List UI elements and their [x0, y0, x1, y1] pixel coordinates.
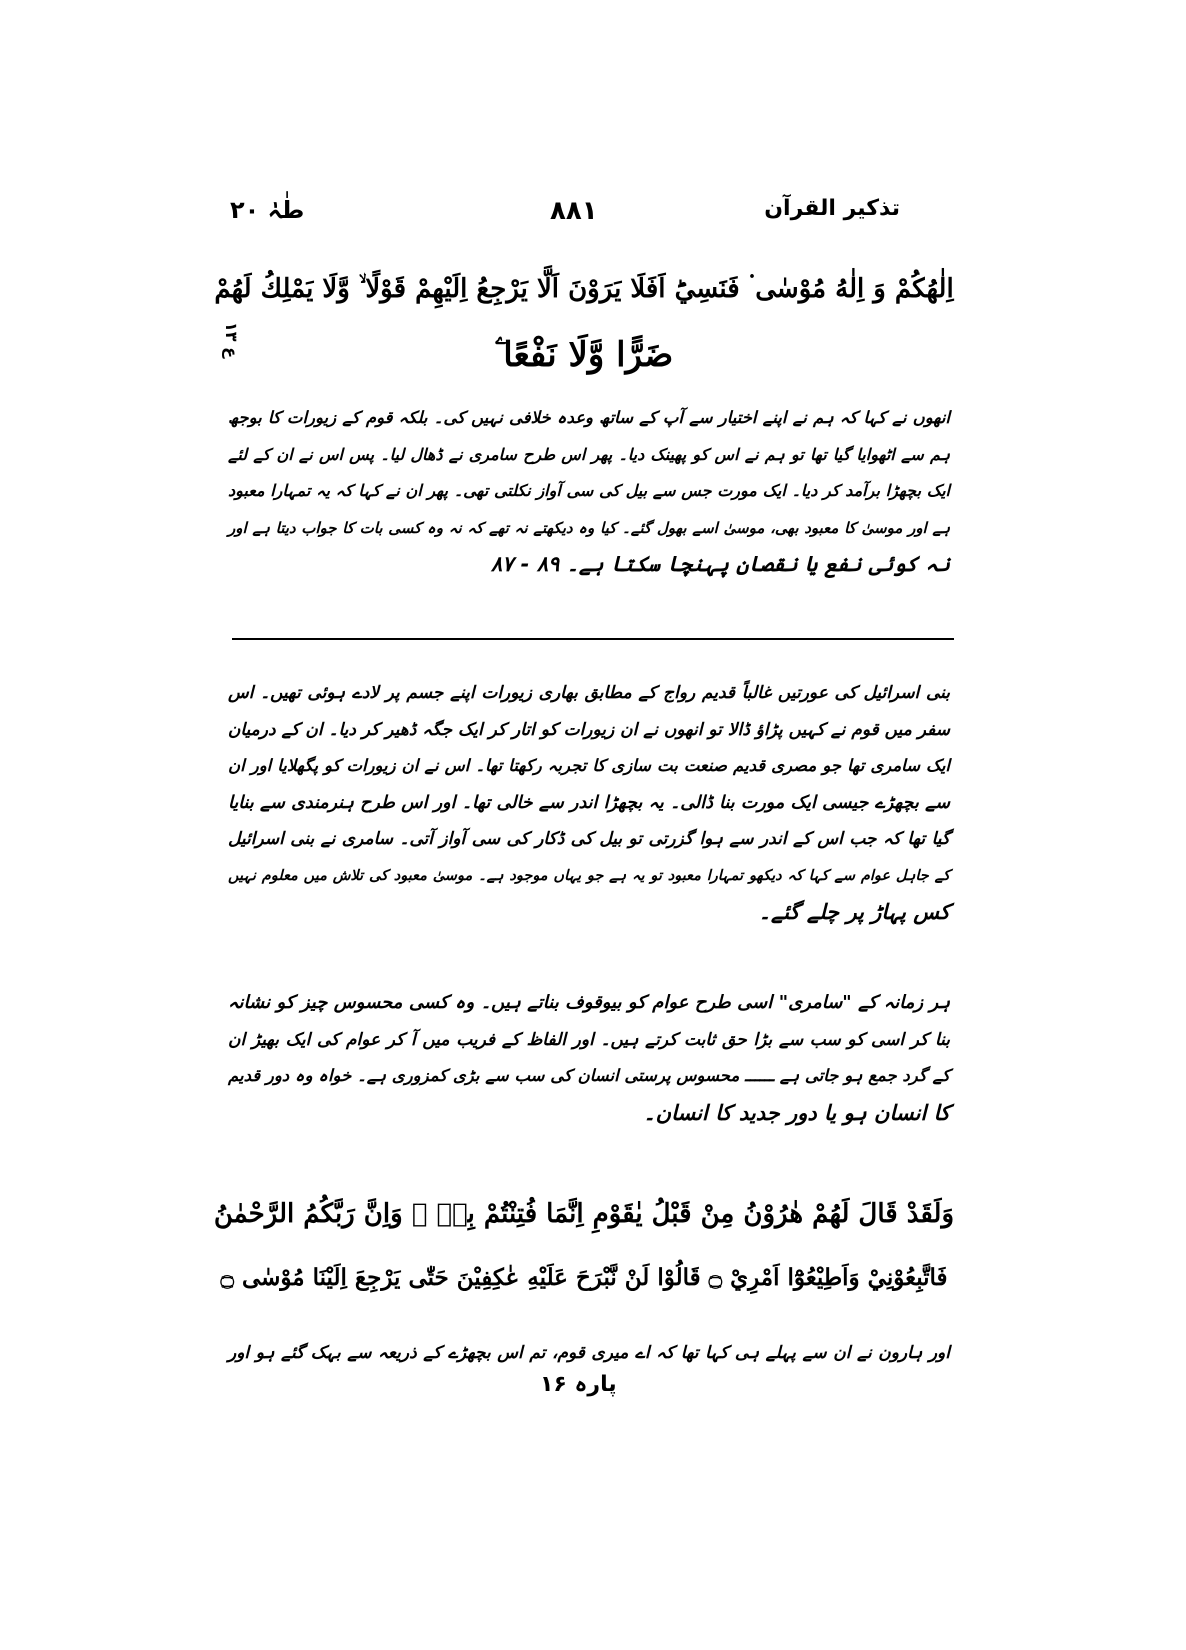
quran-verse-block-1	[214, 256, 954, 388]
text-line: کے جاہل عوام سے کہا کہ دیکھو تمہارا معبود تو یہ ہے جو یہاں موجود ہے۔ موسیٰ معبود کی تلاش میں معلوم نہیں	[228, 867, 950, 884]
commentary-paragraph-1	[228, 675, 950, 931]
page-number: ۸۸۱	[550, 196, 598, 226]
text-line: اور ہارون نے ان سے پہلے ہی کہا تھا کہ اے میری قوم، تم اس بچھڑے کے ذریعہ سے بہک گئے ہو اور	[228, 1343, 950, 1363]
book-title: تذکیر القرآن	[764, 196, 900, 221]
surah-reference: طٰہٰ ۲۰	[230, 196, 305, 224]
text-line: ہر زمانہ کے "سامری" اسی طرح عوام کو بیوقوف بناتے ہیں۔ وہ کسی محسوس چیز کو نشانہ	[228, 992, 950, 1013]
text-line: ایک سامری تھا جو مصری قدیم صنعت بت سازی کا تجربہ رکھتا تھا۔ اس نے ان زیورات کو پگھلایا اور ان	[228, 756, 950, 775]
verse-line: ضَرًّا وَّلَا نَفْعًا ۧ	[494, 335, 674, 375]
translation-paragraph-2	[228, 1335, 950, 1372]
text-line: کس پہاڑ پر چلے گئے۔	[758, 900, 950, 924]
text-line: بنا کر اسی کو سب سے بڑا حق ثابت کرتے ہیں۔ اور الفاظ کے فریب میں آ کر عوام کی ایک بھیڑ ان	[228, 1029, 950, 1050]
text-line: ایک بچھڑا برآمد کر دیا۔ ایک مورت جس سے بیل کی سی آواز نکلتی تھی۔ پھر ان نے کہا کہ یہ تمہارا معبود	[228, 481, 950, 500]
text-line: بنی اسرائیل کی عورتیں غالباً قدیم رواج کے مطابق بھاری زیورات اپنے جسم پر لادے ہوئی تھیں۔ اس	[228, 683, 950, 703]
section-divider	[232, 638, 954, 640]
verse-line: اِلٰهُكُمْ وَ اِلٰهُ مُوْسٰى ۬ فَنَسِيَؕ اَفَلَا يَرَوْنَ اَلَّا يَرْجِعُ اِلَيْهِمْ قَوْلًا ۙ وَّلَا يَمْلِكُ لَهُمْ	[214, 274, 954, 304]
text-line: انھوں نے کہا کہ ہم نے اپنے اختیار سے آپ کے ساتھ وعدہ خلافی نہیں کی۔ بلکہ قوم کے زیورات کا بوجھ	[228, 408, 950, 427]
text-line: سے بچھڑے جیسی ایک مورت بنا ڈالی۔ یہ بچھڑا اندر سے خالی تھا۔ اور اس طرح ہنرمندی سے بنایا	[228, 792, 950, 813]
text-line: نہ کوئی نفع یا نقصان پہنچا سکتا ہے۔ ۸۹ - ۸۷	[490, 552, 950, 576]
text-line: گیا تھا کہ جب اس کے اندر سے ہوا گزرتی تو بیل کی ڈکار کی سی آواز آتی۔ سامری نے بنی اسرائیل	[228, 829, 950, 849]
text-line: کا انسان ہو یا دور جدید کا انسان۔	[643, 1100, 950, 1125]
translation-paragraph-1	[228, 400, 950, 583]
verse-line: فَاتَّبِعُوْنِيْ وَاَطِيْعُوْٓا اَمْرِيْ ۝ قَالُوْا لَنْ نَّبْرَحَ عَلَيْهِ عٰكِفِيْنَ حَتّٰى يَرْجِعَ اِلَيْنَا مُوْسٰى ۝	[220, 1264, 948, 1291]
quran-verse-block-2	[214, 1182, 954, 1310]
commentary-paragraph-2	[228, 985, 950, 1131]
ruku-marker: ع ۱۳	[222, 322, 241, 359]
text-line: سفر میں قوم نے کہیں پڑاؤ ڈالا تو انھوں نے ان زیورات کو اتار کر ایک جگہ ڈھیر کر دیا۔ ان کے درمیان	[227, 719, 950, 740]
verse-line: وَلَقَدْ قَالَ لَهُمْ هٰرُوْنُ مِنْ قَبْلُ يٰقَوْمِ اِنَّمَا فُتِنْتُمْ بِهٖ ۚ وَاِنَّ رَبَّكُمُ الرَّحْمٰنُ	[213, 1199, 954, 1229]
text-line: کے گرد جمع ہو جاتی ہے ــــــ محسوس پرستی انسان کی سب سے بڑی کمزوری ہے۔ خواہ وہ دور قدیم	[228, 1066, 951, 1085]
text-line: ہے اور موسیٰ کا معبود بھی، موسیٰ اسے بھول گئے۔ کیا وہ دیکھتے نہ تھے کہ نہ وہ کسی بات کا جواب دیتا ہے اور	[228, 518, 950, 537]
para-reference: پارہ ۱۶	[540, 1372, 617, 1397]
text-line: ہم سے اٹھوایا گیا تھا تو ہم نے اس کو پھینک دیا۔ پھر اس طرح سامری نے ڈھال لیا۔ پس اس نے ان کے لئے	[228, 444, 950, 464]
